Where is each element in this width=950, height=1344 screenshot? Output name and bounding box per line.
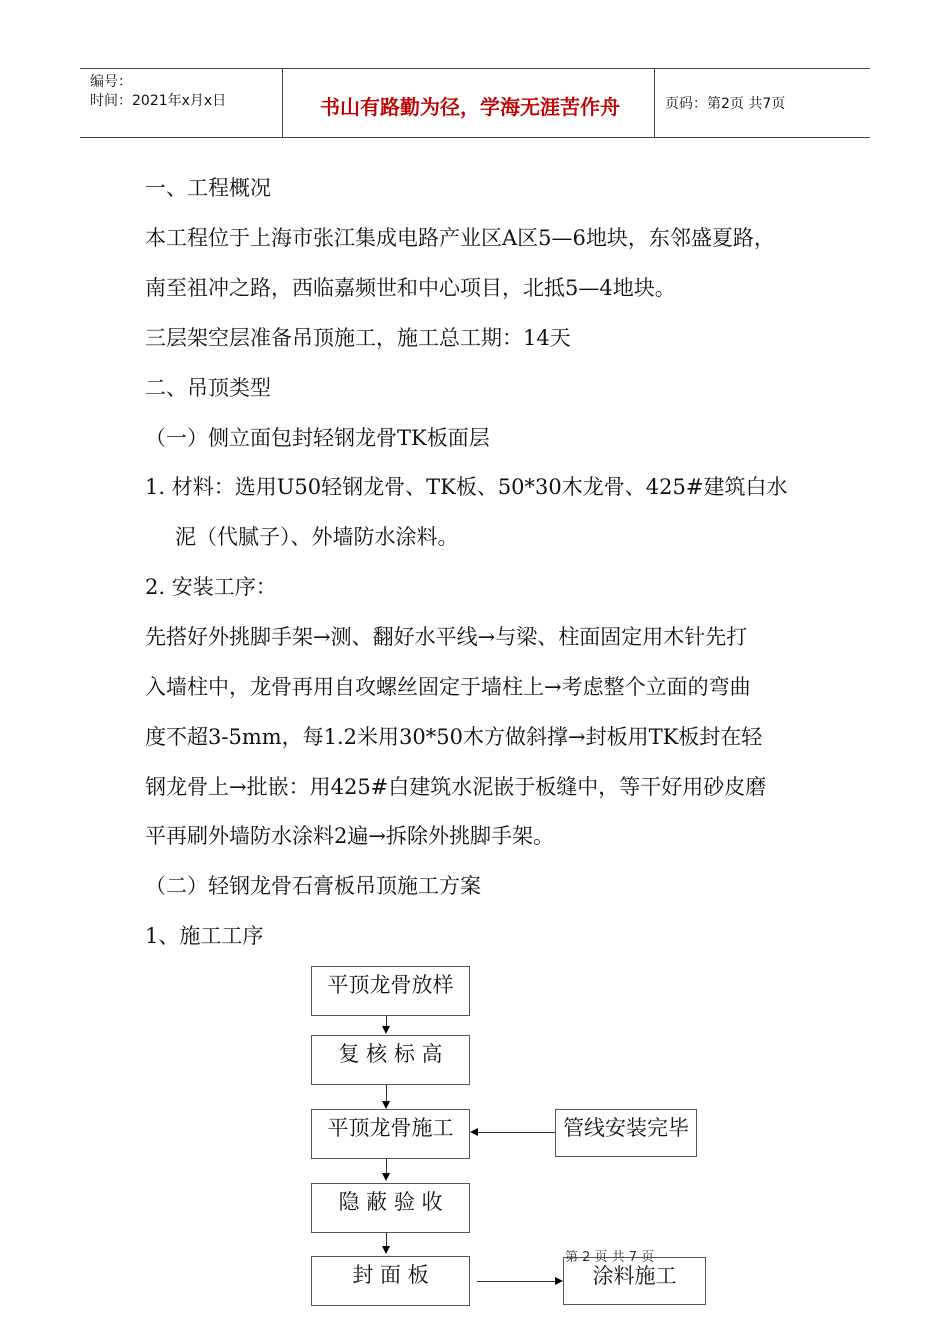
flow-step-layout: 平顶龙骨放样: [311, 966, 470, 1016]
paragraph-line: 本工程位于上海市张江集成电路产业区A区5—6地块，东邻盛夏路，: [145, 226, 775, 250]
header-divider: [282, 69, 283, 137]
document-header: [80, 68, 870, 138]
list-item: 2. 安装工序：: [145, 575, 277, 599]
paragraph-line: 三层架空层准备吊顶施工，施工总工期：14天: [145, 326, 571, 350]
arrow-down-icon: [382, 1026, 390, 1034]
paragraph-line: 先搭好外挑脚手架→测、翻好水平线→与梁、柱面固定用木针先打: [145, 625, 748, 649]
subsection-heading: （一）侧立面包封轻钢龙骨TK板面层: [145, 426, 490, 450]
flow-step-keel-construction: 平顶龙骨施工: [311, 1109, 470, 1159]
flow-step-check-elevation: 复 核 标 高: [311, 1035, 470, 1085]
arrow-down-icon: [382, 1246, 390, 1254]
subsection-heading: （二）轻钢龙骨石膏板吊顶施工方案: [145, 874, 481, 898]
paragraph-line: 入墙柱中，龙骨再用自攻螺丝固定于墙柱上→考虑整个立面的弯曲: [145, 675, 751, 699]
flow-connector: [477, 1281, 555, 1282]
section-heading: 一、工程概况: [145, 176, 271, 200]
flow-input-pipeline-installed: 管线安装完毕: [555, 1109, 697, 1157]
flow-connector: [478, 1132, 555, 1133]
paragraph-line: 平再刷外墙防水涂料2遍→拆除外挑脚手架。: [145, 824, 554, 848]
footer-page-number: [565, 1246, 654, 1256]
paragraph-line: 钢龙骨上→批嵌：用425#白建筑水泥嵌于板缝中，等干好用砂皮磨: [145, 775, 767, 799]
list-item: 1. 材料：选用U50轻钢龙骨、TK板、50*30木龙骨、425#建筑白水: [145, 475, 788, 499]
header-meta: [90, 73, 226, 111]
header-page-info: 页码：第2页 共7页: [665, 96, 786, 112]
flow-step-concealed-inspection: 隐 蔽 验 收: [311, 1183, 470, 1233]
flow-output-painting: 涂料施工: [563, 1257, 706, 1305]
paragraph-line: 度不超3-5mm，每1.2米用30*50木方做斜撑→封板用TK板封在轻: [145, 725, 763, 749]
header-time: 时间：2021年x月x日: [90, 93, 227, 109]
paragraph-line: 1、施工工序: [145, 924, 264, 948]
paragraph-line: 南至祖冲之路，西临嘉频世和中心项目，北抵5—4地块。: [145, 276, 676, 300]
list-item-continuation: 泥（代腻子）、外墙防水涂料。: [175, 525, 459, 549]
arrow-left-icon: [470, 1128, 478, 1136]
arrow-down-icon: [382, 1101, 390, 1109]
arrow-right-icon: [555, 1277, 563, 1285]
flow-step-panel-sealing: 封 面 板: [311, 1256, 470, 1306]
header-motto: 书山有路勤为径，学海无涯苦作舟: [320, 95, 620, 119]
arrow-down-icon: [382, 1173, 390, 1181]
section-heading: 二、吊顶类型: [145, 376, 271, 400]
header-number: 编号：: [90, 74, 132, 90]
